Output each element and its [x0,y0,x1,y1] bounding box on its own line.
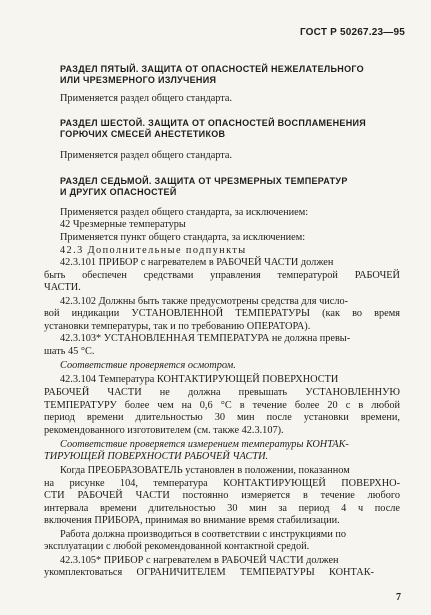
text-line: 42.3.105* ПРИБОР с нагревателем в РАБОЧЕЙ ЧАСТИ должен [60,555,339,566]
text-line: Применяется раздел общего стандарта, за исключением: [60,207,309,218]
text-line: РАБОЧЕЙ ЧАСТИ не должна превышать УСТАНОВЛЕННУЮ [44,387,400,398]
text-line: Работа должна производиться в соответствии с инструкциями по [60,529,347,540]
text-line: на рисунке 104, температура КОНТАКТИРУЮЩЕЙ ПОВЕРХНО- [44,478,400,489]
text-line: 42.3.102 Должны быть также предусмотрены средства для число- [60,296,349,307]
text-line: 42.3.101 ПРИБОР с нагревателем в РАБОЧЕЙ ЧАСТИ должен [60,257,334,268]
section5-title-line2: ИЛИ ЧРЕЗМЕРНОГО ИЗЛУЧЕНИЯ [60,75,217,85]
text-line: СТИ РАБОЧЕЙ ЧАСТИ постоянно измеряется в течение любого [44,490,400,501]
section6-text: Применяется раздел общего стандарта. [60,150,233,161]
text-line: период времени длительностью 30 мин после установки времени, [44,412,400,423]
text-line: эксплуатации с любой рекомендованной контактной средой. [44,541,310,552]
text-line: интервала времени длительностью 30 мин за период 4 ч после [44,503,400,514]
text-line: Когда ПРЕОБРАЗОВАТЕЛЬ установлен в положении, показанном [60,465,350,476]
text-line: Применяется пункт общего стандарта, за исключением: [60,232,306,243]
text-line: ТЕМПЕРАТУРУ более чем на 0,6 °С в течение более 20 с в любой [44,400,400,411]
standard-header: ГОСТ Р 50267.23—95 [299,27,405,38]
text-line: установки температуры, так и по требованию ОПЕРАТОРА). [44,321,311,332]
page-number: 7 [396,592,401,603]
section6-title-line2: ГОРЮЧИХ СМЕСЕЙ АНЕСТЕТИКОВ [60,129,226,139]
text-line: быть обеспечен средствами управления температурой РАБОЧЕЙ [44,270,400,281]
text-line: укомплектоваться ОГРАНИЧИТЕЛЕМ ТЕМПЕРАТУРЫ КОНТАК- [44,567,374,578]
text-line: ЧАСТИ. [44,282,81,293]
compliance-note: Соответствие проверяется измерением температуры КОНТАК- [60,439,349,450]
compliance-note: ТИРУЮЩЕЙ ПОВЕРХНОСТИ РАБОЧЕЙ ЧАСТИ. [44,451,269,462]
compliance-note: Соответствие проверяется осмотром. [60,360,236,371]
text-line: 42.3.104 Температура КОНТАКТИРУЮЩЕЙ ПОВЕРХНОСТИ [60,374,339,385]
section5-title-line1: РАЗДЕЛ ПЯТЫЙ. ЗАЩИТА ОТ ОПАСНОСТЕЙ НЕЖЕЛАТЕЛЬНОГО [60,64,364,74]
text-line: вой индикации УСТАНОВЛЕННОЙ ТЕМПЕРАТУРЫ (как во время [44,308,400,319]
section7-title-line2: И ДРУГИХ ОПАСНОСТЕЙ [60,187,177,197]
text-line: шать 45 °С. [44,346,95,357]
text-line: включения ПРИБОРА, принимая во внимание время стабилизации. [44,515,340,526]
section5-text: Применяется раздел общего стандарта. [60,93,233,104]
subclause-heading: 42.3 Дополнительные подпункты [60,245,247,256]
text-line: рекомендованного изготовителем (см. также 42.3.107). [44,425,284,436]
text-line: 42.3.103* УСТАНОВЛЕННАЯ ТЕМПЕРАТУРА не должна превы- [60,333,351,344]
clause-heading: 42 Чрезмерные температуры [60,219,186,230]
section7-title-line1: РАЗДЕЛ СЕДЬМОЙ. ЗАЩИТА ОТ ЧРЕЗМЕРНЫХ ТЕМПЕРАТУР [60,176,348,186]
section6-title-line1: РАЗДЕЛ ШЕСТОЙ. ЗАЩИТА ОТ ОПАСНОСТЕЙ ВОСПЛАМЕНЕНИЯ [60,118,367,128]
